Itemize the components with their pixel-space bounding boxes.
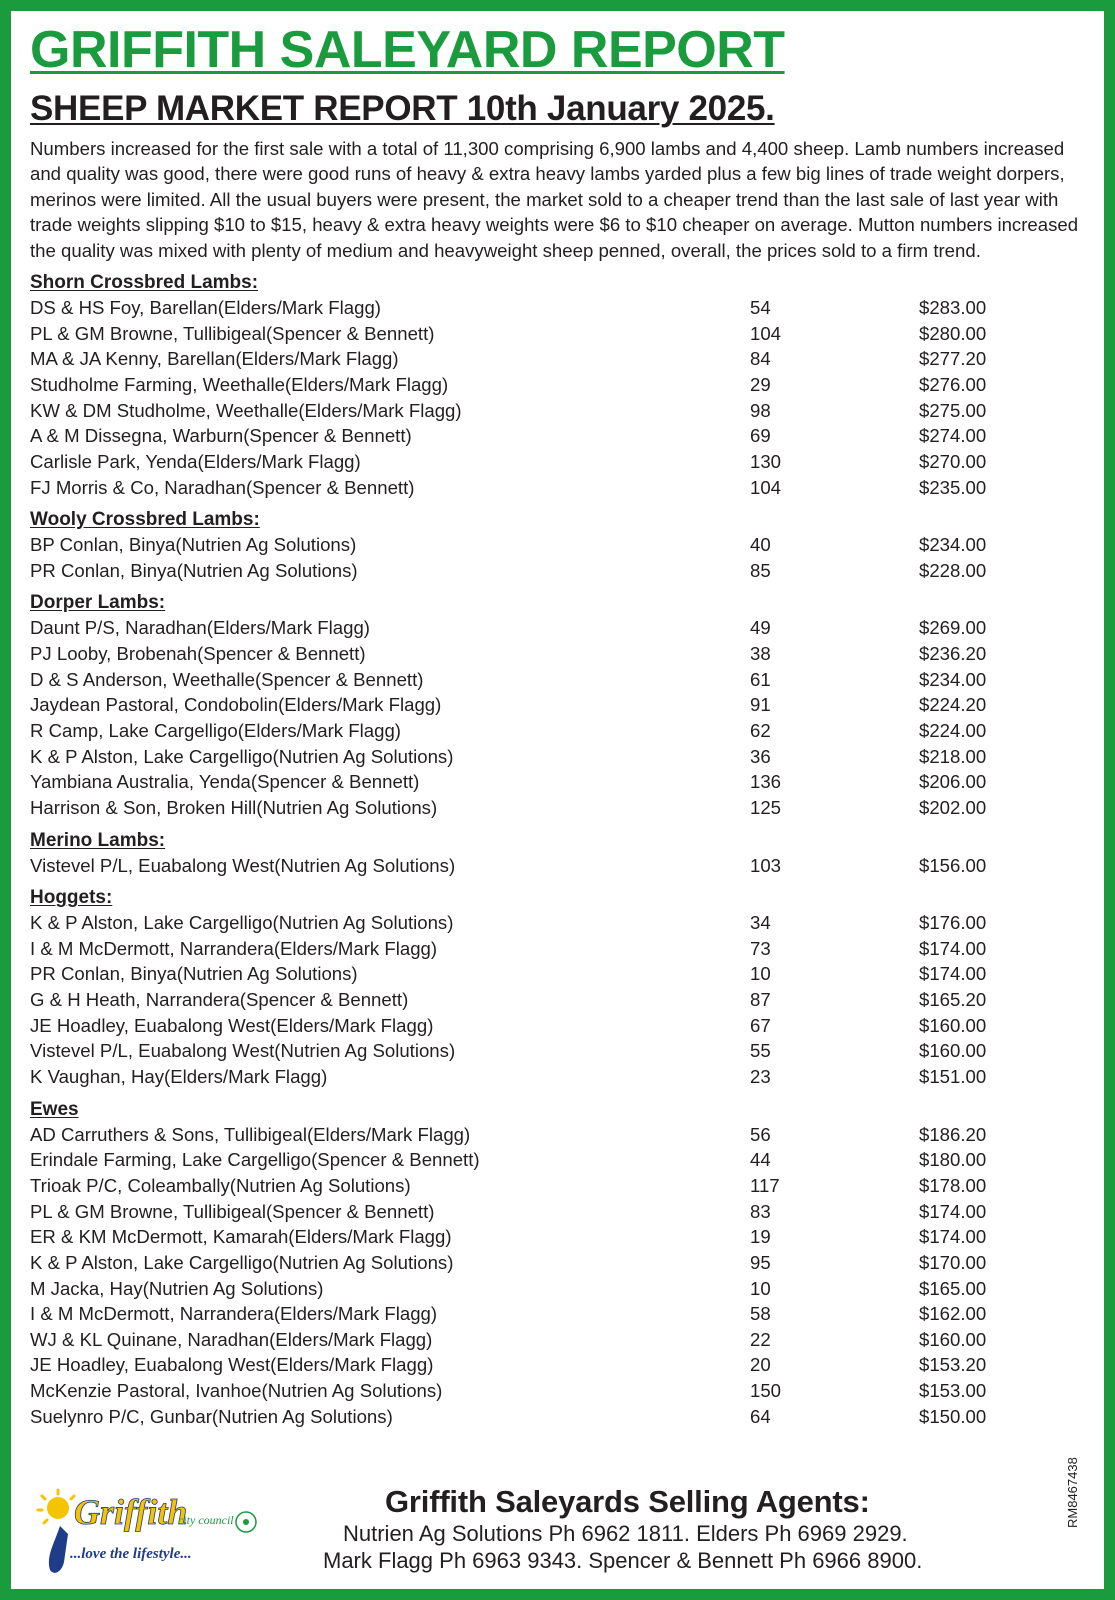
section-hoggets: [30, 886, 1085, 1089]
head-count: 54: [750, 297, 771, 319]
sale-row: [30, 1064, 1085, 1090]
head-count: 22: [750, 1328, 771, 1350]
sale-row: [30, 1173, 1085, 1199]
vendor-name: R Camp, Lake Cargelligo(Elders/Mark Flagg): [30, 720, 401, 741]
sale-row: [30, 744, 1085, 770]
head-count: 136: [750, 771, 782, 793]
price-per-head: $234.00: [919, 534, 987, 556]
head-count: 85: [750, 559, 771, 581]
vendor-name: Jaydean Pastoral, Condobolin(Elders/Mark Flagg): [30, 694, 442, 716]
reference-code: RM8467438: [1065, 1457, 1080, 1528]
price-per-head: $174.00: [919, 1200, 987, 1222]
head-count: 36: [750, 745, 771, 767]
sale-row: [30, 961, 1085, 987]
head-count: 56: [750, 1123, 771, 1145]
logo-wordmark: Griffith: [74, 1492, 188, 1532]
sale-row: [30, 853, 1085, 879]
price-per-head: $274.00: [919, 425, 987, 447]
price-per-head: $234.00: [919, 668, 987, 690]
head-count: 38: [750, 643, 771, 665]
vendor-name: I & M McDermott, Narrandera(Elders/Mark Flagg): [30, 937, 438, 959]
vendor-name: K & P Alston, Lake Cargelligo(Nutrien Ag Solutions): [30, 912, 454, 934]
vendor-name: Harrison & Son, Broken Hill(Nutrien Ag Solutions): [30, 796, 438, 818]
head-count: 84: [750, 348, 771, 370]
head-count: 40: [750, 534, 771, 556]
head-count: 73: [750, 937, 771, 959]
price-per-head: $236.20: [919, 643, 987, 665]
vendor-name: Carlisle Park, Yenda(Elders/Mark Flagg): [30, 450, 361, 472]
head-count: 104: [750, 476, 782, 498]
price-per-head: $170.00: [919, 1251, 987, 1273]
price-per-head: $178.00: [919, 1174, 987, 1196]
vendor-name: ER & KM McDermott, Kamarah(Elders/Mark Flagg): [30, 1226, 452, 1248]
vendor-name: Erindale Farming, Lake Cargelligo(Spencer & Bennett): [30, 1149, 480, 1171]
price-per-head: $156.00: [919, 854, 987, 876]
price-per-head: $280.00: [919, 322, 987, 344]
sale-row: [30, 615, 1085, 641]
logo-council-text: city council: [178, 1513, 234, 1527]
price-per-head: $180.00: [919, 1149, 987, 1171]
sales-sections: [30, 271, 1085, 1429]
sale-row: [30, 295, 1085, 321]
sale-row: [30, 346, 1085, 372]
head-count: 34: [750, 912, 771, 934]
sale-row: [30, 910, 1085, 936]
price-per-head: $160.00: [919, 1014, 987, 1036]
vendor-name: JE Hoadley, Euabalong West(Elders/Mark Flagg): [30, 1354, 434, 1376]
sale-row: [30, 667, 1085, 693]
sale-row: [30, 1378, 1085, 1404]
head-count: 55: [750, 1040, 771, 1062]
price-per-head: $224.20: [919, 694, 987, 716]
vendor-name: K Vaughan, Hay(Elders/Mark Flagg): [30, 1066, 328, 1088]
price-per-head: $206.00: [919, 771, 987, 793]
price-per-head: $162.00: [919, 1303, 987, 1325]
sale-row: [30, 1250, 1085, 1276]
section-dorper-lambs: [30, 591, 1085, 820]
vendor-name: WJ & KL Quinane, Naradhan(Elders/Mark Flagg): [30, 1328, 433, 1350]
price-per-head: $160.00: [919, 1328, 987, 1350]
head-count: 62: [750, 720, 771, 741]
vendor-name: AD Carruthers & Sons, Tullibigeal(Elders/Mark Flagg): [30, 1123, 471, 1145]
head-count: 83: [750, 1200, 771, 1222]
vendor-name: PL & GM Browne, Tullibigeal(Spencer & Bennett): [30, 1200, 435, 1222]
section-heading: Merino Lambs:: [30, 829, 166, 851]
section-heading: Hoggets:: [30, 887, 113, 909]
head-count: 103: [750, 854, 782, 876]
price-per-head: $277.20: [919, 348, 987, 370]
griffith-city-council-logo: [28, 1486, 268, 1578]
vendor-name: I & M McDermott, Narrandera(Elders/Mark Flagg): [30, 1303, 438, 1325]
logo-tagline: ...love the lifestyle...: [70, 1546, 192, 1562]
vendor-name: Yambiana Australia, Yenda(Spencer & Bennett): [30, 771, 420, 793]
sale-row: [30, 1013, 1085, 1039]
section-heading: Dorper Lambs:: [30, 592, 166, 614]
report-title: GRIFFITH SALEYARD REPORT: [30, 21, 785, 79]
sale-row: [30, 1404, 1085, 1430]
price-per-head: $186.20: [919, 1123, 987, 1145]
vendor-name: PR Conlan, Binya(Nutrien Ag Solutions): [30, 963, 358, 985]
sale-row: [30, 987, 1085, 1013]
price-per-head: $165.20: [919, 989, 987, 1011]
leaf-icon: [49, 1526, 68, 1573]
vendor-name: DS & HS Foy, Barellan(Elders/Mark Flagg): [30, 297, 381, 319]
sale-row: [30, 423, 1085, 449]
sale-row: [30, 1301, 1085, 1327]
price-per-head: $224.00: [919, 720, 987, 741]
price-per-head: $269.00: [919, 617, 987, 639]
head-count: 58: [750, 1303, 771, 1325]
vendor-name: BP Conlan, Binya(Nutrien Ag Solutions): [30, 534, 357, 556]
head-count: 44: [750, 1149, 771, 1171]
head-count: 20: [750, 1354, 771, 1376]
sale-row: [30, 1199, 1085, 1225]
vendor-name: Studholme Farming, Weethalle(Elders/Mark Flagg): [30, 373, 449, 395]
vendor-name: MA & JA Kenny, Barellan(Elders/Mark Flagg): [30, 348, 399, 370]
section-heading: Wooly Crossbred Lambs:: [30, 509, 260, 531]
head-count: 49: [750, 617, 771, 639]
section-ewes: [30, 1098, 1085, 1430]
head-count: 95: [750, 1251, 771, 1273]
price-per-head: $160.00: [919, 1040, 987, 1062]
section-heading: Shorn Crossbred Lambs:: [30, 272, 259, 294]
price-per-head: $165.00: [919, 1277, 987, 1299]
vendor-name: PR Conlan, Binya(Nutrien Ag Solutions): [30, 559, 358, 581]
vendor-name: JE Hoadley, Euabalong West(Elders/Mark Flagg): [30, 1014, 434, 1036]
sale-row: [30, 372, 1085, 398]
vendor-name: G & H Heath, Narrandera(Spencer & Bennett): [30, 989, 409, 1011]
sale-row: [30, 398, 1085, 424]
head-count: 117: [750, 1174, 780, 1196]
price-per-head: $270.00: [919, 450, 987, 472]
sale-row: [30, 1122, 1085, 1148]
head-count: 150: [750, 1380, 782, 1402]
head-count: 69: [750, 425, 771, 447]
sale-row: [30, 1038, 1085, 1064]
vendor-name: Daunt P/S, Naradhan(Elders/Mark Flagg): [30, 617, 370, 639]
price-per-head: $174.00: [919, 937, 987, 959]
price-per-head: $202.00: [919, 796, 987, 818]
head-count: 91: [750, 694, 771, 716]
vendor-name: PJ Looby, Brobenah(Spencer & Bennett): [30, 643, 366, 665]
section-wooly-crossbred-lambs: [30, 508, 1085, 583]
sale-row: [30, 449, 1085, 475]
sale-row: [30, 1147, 1085, 1173]
head-count: 98: [750, 399, 771, 421]
head-count: 104: [750, 322, 782, 344]
vendor-name: Suelynro P/C, Gunbar(Nutrien Ag Solutions): [30, 1405, 393, 1427]
sale-row: [30, 475, 1085, 501]
price-per-head: $176.00: [919, 912, 987, 934]
price-per-head: $218.00: [919, 745, 987, 767]
section-shorn-crossbred-lambs: [30, 271, 1085, 500]
head-count: 29: [750, 373, 771, 395]
sale-row: [30, 718, 1085, 744]
head-count: 10: [750, 1277, 771, 1299]
head-count: 64: [750, 1405, 771, 1427]
price-per-head: $283.00: [919, 297, 987, 319]
footer-agents-line-1: Nutrien Ag Solutions Ph 6962 1811. Elders Ph 6969 2929.: [343, 1521, 908, 1546]
sale-row: [30, 936, 1085, 962]
sale-row: [30, 532, 1085, 558]
sale-row: [30, 1352, 1085, 1378]
head-count: 61: [750, 668, 771, 690]
sale-row: [30, 795, 1085, 821]
price-per-head: $151.00: [919, 1066, 987, 1088]
price-per-head: $275.00: [919, 399, 987, 421]
footer-agents-line-2: Mark Flagg Ph 6963 9343. Spencer & Bennett Ph 6966 8900.: [323, 1548, 923, 1573]
sale-row: [30, 692, 1085, 718]
vendor-name: Vistevel P/L, Euabalong West(Nutrien Ag Solutions): [30, 854, 456, 876]
head-count: 10: [750, 963, 771, 985]
head-count: 125: [750, 796, 782, 818]
section-merino-lambs: [30, 829, 1085, 879]
vendor-name: PL & GM Browne, Tullibigeal(Spencer & Bennett): [30, 322, 435, 344]
vendor-name: M Jacka, Hay(Nutrien Ag Solutions): [30, 1277, 324, 1299]
price-per-head: $276.00: [919, 373, 987, 395]
vendor-name: K & P Alston, Lake Cargelligo(Nutrien Ag Solutions): [30, 745, 454, 767]
price-per-head: $153.00: [919, 1380, 987, 1402]
report-subtitle: SHEEP MARKET REPORT 10th January 2025.: [30, 89, 775, 128]
head-count: 23: [750, 1066, 771, 1088]
price-per-head: $153.20: [919, 1354, 987, 1376]
price-per-head: $174.00: [919, 963, 987, 985]
price-per-head: $174.00: [919, 1226, 987, 1248]
vendor-name: FJ Morris & Co, Naradhan(Spencer & Bennett): [30, 476, 415, 498]
price-per-head: $150.00: [919, 1405, 987, 1427]
price-per-head: $228.00: [919, 559, 987, 581]
vendor-name: McKenzie Pastoral, Ivanhoe(Nutrien Ag Solutions): [30, 1380, 443, 1402]
head-count: 87: [750, 989, 771, 1011]
vendor-name: K & P Alston, Lake Cargelligo(Nutrien Ag Solutions): [30, 1251, 454, 1273]
sun-icon: [38, 1490, 74, 1523]
sale-row: [30, 769, 1085, 795]
sale-row: [30, 321, 1085, 347]
sale-row: [30, 558, 1085, 584]
sale-row: [30, 1327, 1085, 1353]
footer-title: Griffith Saleyards Selling Agents:: [385, 1484, 870, 1519]
head-count: 67: [750, 1014, 771, 1036]
vendor-name: KW & DM Studholme, Weethalle(Elders/Mark Flagg): [30, 399, 462, 421]
report-content: [30, 22, 1085, 1429]
sale-row: [30, 1224, 1085, 1250]
vendor-name: Trioak P/C, Coleambally(Nutrien Ag Solutions): [30, 1174, 411, 1196]
vendor-name: D & S Anderson, Weethalle(Spencer & Bennett): [30, 668, 424, 690]
vendor-name: A & M Dissegna, Warburn(Spencer & Bennett): [30, 425, 412, 447]
head-count: 130: [750, 450, 782, 472]
sale-row: [30, 1276, 1085, 1302]
price-per-head: $235.00: [919, 476, 987, 498]
vendor-name: Vistevel P/L, Euabalong West(Nutrien Ag Solutions): [30, 1040, 456, 1062]
sale-row: [30, 641, 1085, 667]
head-count: 19: [750, 1226, 771, 1248]
intro-paragraph: Numbers increased for the first sale with a total of 11,300 comprising 6,900 lambs and 4,400 sheep. Lamb numbers increased and quality was good, there were good runs of heavy & extra heavy lambs yarded plus a few big lines of trade weight dorpers, merinos were limited. All the usual buyers were present, the market sold to a cheaper trend than the last sale of last year with trade weights slipping $10 to $15, heavy & extra heavy weights were $6 to $10 cheaper on average. Mutton numbers increased the quality was mixed with plenty of medium and heavyweight sheep penned, overall, the prices sold to a firm trend.: [30, 138, 1079, 261]
section-heading: Ewes: [30, 1098, 79, 1120]
